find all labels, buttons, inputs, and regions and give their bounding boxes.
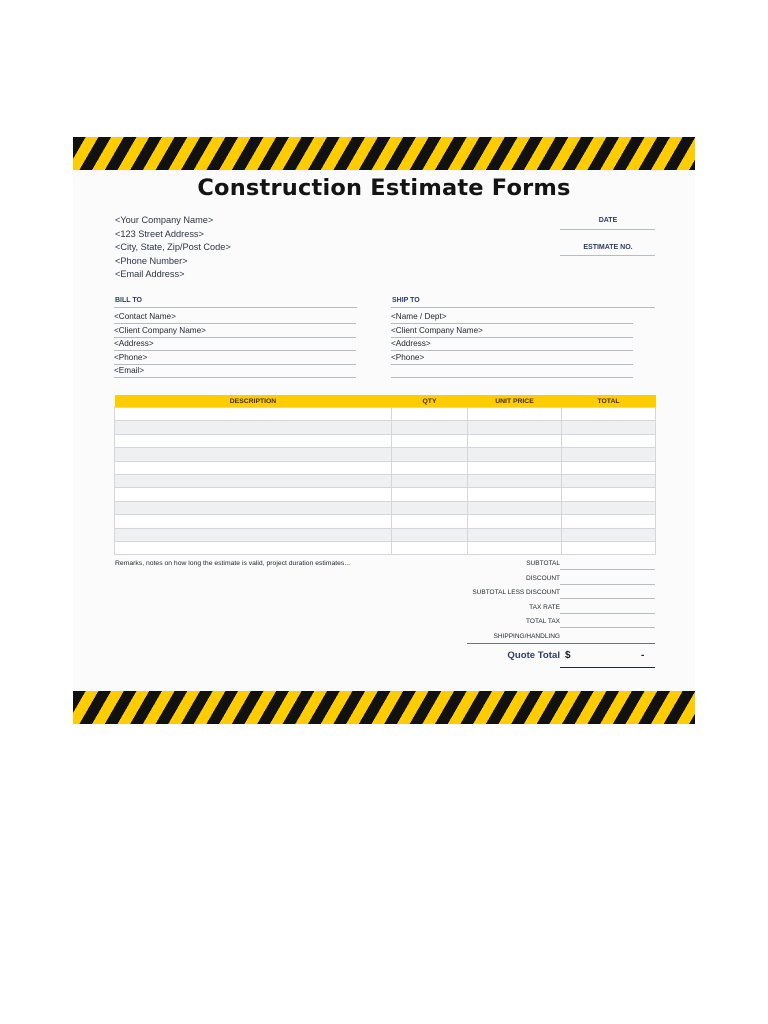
cell-description[interactable]: [115, 488, 392, 501]
table-row: [115, 541, 656, 554]
table-row: [115, 501, 656, 514]
estimate-form: [73, 137, 695, 724]
cell-description[interactable]: [115, 528, 392, 541]
estimate-no-field[interactable]: [560, 255, 655, 256]
ship-to-phone[interactable]: <Phone>: [391, 352, 633, 365]
caution-stripe-bottom: [73, 691, 695, 724]
ship-to-name[interactable]: <Name / Dept>: [391, 311, 633, 324]
shipping-label: SHIPPING/HANDLING: [493, 632, 560, 640]
company-city: <City, State, Zip/Post Code>: [115, 242, 231, 252]
cell-unit-price[interactable]: [468, 541, 562, 554]
ship-to-company[interactable]: <Client Company Name>: [391, 325, 633, 338]
cell-qty[interactable]: [392, 448, 468, 461]
bill-to-rule: [114, 307, 357, 308]
cell-description[interactable]: [115, 421, 392, 434]
cell-description[interactable]: [115, 474, 392, 487]
table-body: [115, 408, 656, 555]
company-street: <123 Street Address>: [115, 228, 204, 239]
total-tax-field[interactable]: [560, 627, 655, 628]
cell-total[interactable]: [562, 408, 656, 421]
bill-to-label: BILL TO: [115, 297, 142, 304]
cell-total[interactable]: [562, 448, 656, 461]
subtotal-less-discount-label: SUBTOTAL LESS DISCOUNT: [472, 589, 560, 596]
cell-description[interactable]: [115, 541, 392, 554]
table-row: [115, 448, 656, 461]
cell-total[interactable]: [562, 528, 656, 541]
subtotal-field[interactable]: [560, 569, 655, 570]
table-row: [115, 474, 656, 487]
cell-total[interactable]: [562, 488, 656, 501]
estimate-no-label: ESTIMATE NO.: [583, 244, 633, 251]
cell-total[interactable]: [562, 474, 656, 487]
cell-qty[interactable]: [392, 421, 468, 434]
line-items-table: [114, 395, 656, 555]
bill-to-phone[interactable]: <Phone>: [114, 352, 356, 365]
cell-unit-price[interactable]: [468, 461, 562, 474]
cell-unit-price[interactable]: [468, 515, 562, 528]
ship-to-extra[interactable]: [391, 365, 633, 378]
cell-description[interactable]: [115, 461, 392, 474]
cell-qty[interactable]: [392, 515, 468, 528]
quote-total-label: Quote Total: [507, 650, 560, 661]
bill-to-email[interactable]: <Email>: [114, 365, 356, 378]
discount-field[interactable]: [560, 584, 655, 585]
column-header-total: TOTAL: [562, 395, 656, 408]
cell-qty[interactable]: [392, 434, 468, 447]
subtotal-label: SUBTOTAL: [526, 560, 560, 567]
table-row: [115, 488, 656, 501]
cell-description[interactable]: [115, 434, 392, 447]
cell-total[interactable]: [562, 461, 656, 474]
cell-qty[interactable]: [392, 541, 468, 554]
date-field[interactable]: [560, 229, 655, 230]
cell-description[interactable]: [115, 448, 392, 461]
bill-to-company[interactable]: <Client Company Name>: [114, 325, 356, 338]
discount-label: DISCOUNT: [526, 574, 560, 582]
remarks-text[interactable]: Remarks, notes on how long the estimate is valid, project duration estimates...: [115, 560, 350, 567]
cell-unit-price[interactable]: [468, 474, 562, 487]
table-row: [115, 421, 656, 434]
page-title: Construction Estimate Forms: [197, 175, 571, 201]
cell-description[interactable]: [115, 515, 392, 528]
cell-qty[interactable]: [392, 528, 468, 541]
cell-unit-price[interactable]: [468, 408, 562, 421]
caution-stripe-top: [73, 137, 695, 170]
cell-unit-price[interactable]: [468, 528, 562, 541]
table-row: [115, 528, 656, 541]
date-label: DATE: [598, 217, 618, 224]
total-tax-label: TOTAL TAX: [526, 618, 560, 625]
company-name: <Your Company Name>: [115, 215, 214, 225]
table-row: [115, 434, 656, 447]
cell-qty[interactable]: [392, 408, 468, 421]
cell-total[interactable]: [562, 515, 656, 528]
column-header-description: DESCRIPTION: [115, 395, 392, 408]
cell-total[interactable]: [562, 541, 656, 554]
ship-to-rule: [391, 307, 655, 308]
bill-to-address[interactable]: <Address>: [114, 338, 356, 351]
cell-qty[interactable]: [392, 474, 468, 487]
quote-total-currency: $: [565, 650, 571, 661]
ship-to-label: SHIP TO: [392, 297, 420, 304]
table-row: [115, 461, 656, 474]
table-row: [115, 515, 656, 528]
cell-unit-price[interactable]: [468, 501, 562, 514]
tax-rate-field[interactable]: [560, 613, 655, 614]
cell-unit-price[interactable]: [468, 421, 562, 434]
column-header-unit-price: UNIT PRICE: [468, 395, 562, 408]
tax-rate-label: TAX RATE: [529, 603, 560, 611]
bill-to-contact[interactable]: <Contact Name>: [114, 311, 356, 324]
column-header-qty: QTY: [392, 395, 468, 408]
table-row: [115, 408, 656, 421]
cell-unit-price[interactable]: [468, 488, 562, 501]
shipping-rule: [467, 643, 655, 644]
table-header-row: [115, 395, 656, 408]
quote-total-underline: [560, 667, 655, 668]
cell-qty[interactable]: [392, 501, 468, 514]
cell-qty[interactable]: [392, 488, 468, 501]
cell-qty[interactable]: [392, 461, 468, 474]
cell-unit-price[interactable]: [468, 448, 562, 461]
ship-to-address[interactable]: <Address>: [391, 338, 633, 351]
cell-total[interactable]: [562, 434, 656, 447]
company-email: <Email Address>: [115, 269, 185, 279]
company-phone: <Phone Number>: [115, 255, 188, 266]
cell-total[interactable]: [562, 421, 656, 434]
cell-unit-price[interactable]: [468, 434, 562, 447]
cell-description[interactable]: [115, 501, 392, 514]
cell-total[interactable]: [562, 501, 656, 514]
subtotal-less-discount-field[interactable]: [560, 598, 655, 599]
quote-total-value: -: [641, 650, 645, 661]
cell-description[interactable]: [115, 408, 392, 421]
